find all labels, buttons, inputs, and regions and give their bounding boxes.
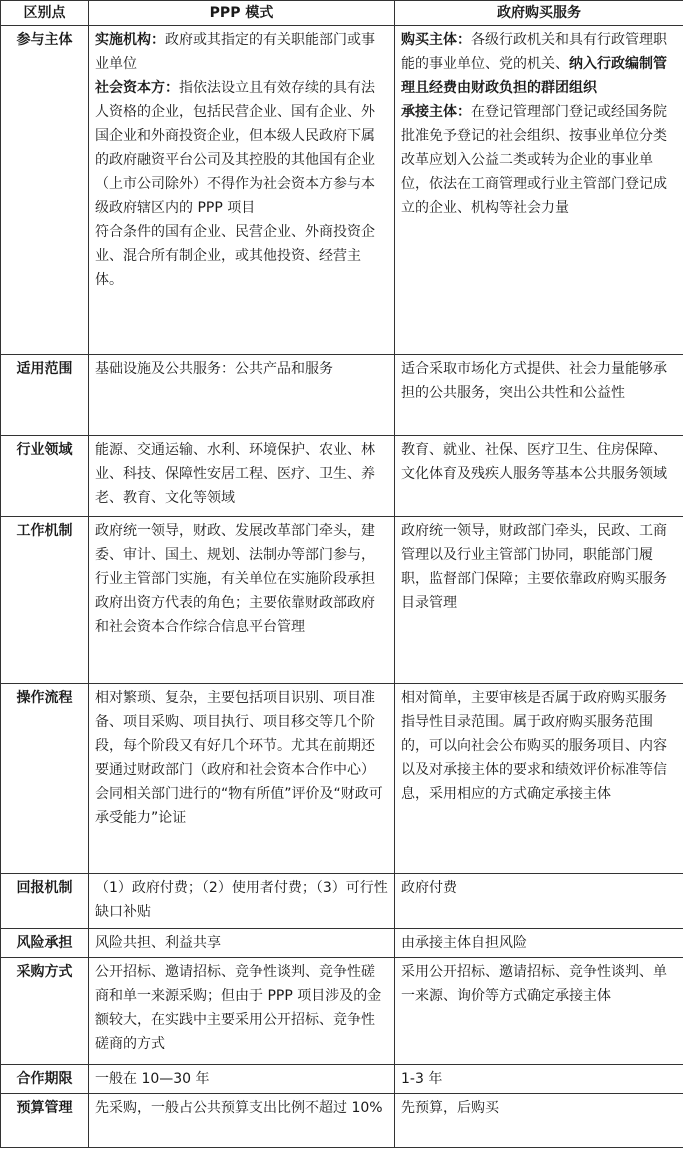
gov-paragraph xyxy=(401,100,677,220)
table-row xyxy=(1,684,683,874)
ppp-text: 符合条件的国有企业、民营企业、外商投资企业、混合所有制企业，或其他投资、经营主体。 xyxy=(95,224,375,288)
ppp-cell: 风险共担、利益共享 xyxy=(89,929,395,958)
row-key: 合作期限 xyxy=(1,1065,89,1094)
ppp-cell: 公开招标、邀请招标、竞争性谈判、竞争性磋商和单一来源采购；但由于 PPP 项目涉及的金额较大，在实践中主要采用公开招标、竞争性磋商的方式 xyxy=(89,958,395,1065)
table-row xyxy=(1,929,683,958)
table-row xyxy=(1,436,683,517)
gov-paragraph xyxy=(401,28,677,100)
row-key: 风险承担 xyxy=(1,929,89,958)
header-criteria: 区别点 xyxy=(1,1,89,26)
ppp-cell: 能源、交通运输、水利、环境保护、农业、林业、科技、保障性安居工程、医疗、卫生、养老、教育、文化等领域 xyxy=(89,436,395,517)
ppp-cell: 政府统一领导，财政、发展改革部门牵头，建委、审计、国土、规划、法制办等部门参与，行业主管部门实施，有关单位在实施阶段承担政府出资方代表的角色；主要依靠财政部政府和社会资本合作综合信息平台管理 xyxy=(89,517,395,684)
gov-emphasis: 纳入行政编制管理且经费由财政负担的群团组织 xyxy=(401,56,667,96)
gov-cell: 采用公开招标、邀请招标、竞争性谈判、单一来源、询价等方式确定承接主体 xyxy=(395,958,683,1065)
header-ppp: PPP 模式 xyxy=(89,1,395,26)
row-key: 操作流程 xyxy=(1,684,89,874)
gov-cell: 政府付费 xyxy=(395,874,683,929)
ppp-text: 指依法设立且有效存续的具有法人资格的企业，包括民营企业、国有企业、外国企业和外商投资企业，但本级人民政府下属的政府融资平台公司及其控股的其他国有企业（上市公司除外）不得作为社会资本方参与本级政府辖区内的 PPP 项目 xyxy=(95,80,375,216)
gov-cell: 先预算，后购买 xyxy=(395,1094,683,1148)
gov-cell: 教育、就业、社保、医疗卫生、住房保障、文化体育及残疾人服务等基本公共服务领域 xyxy=(395,436,683,517)
ppp-paragraph xyxy=(95,76,388,220)
gov-cell xyxy=(395,26,683,355)
gov-text: 各级行政机关和具有行政管理职能的事业单位、党的机关、 xyxy=(401,32,667,72)
row-key: 预算管理 xyxy=(1,1094,89,1148)
gov-term: 购买主体： xyxy=(401,32,471,48)
table-row xyxy=(1,355,683,436)
ppp-term: 社会资本方： xyxy=(95,80,179,96)
gov-text: 在登记管理部门登记或经国务院批准免予登记的社会组织、按事业单位分类改革应划入公益二类或转为企业的事业单位，依法在工商管理或行业主管部门登记成立的企业、机构等社会力量 xyxy=(401,104,667,216)
row-key: 行业领域 xyxy=(1,436,89,517)
table-row xyxy=(1,517,683,684)
gov-cell: 政府统一领导，财政部门牵头，民政、工商管理以及行业主管部门协同，职能部门履职，监督部门保障；主要依靠政府购买服务目录管理 xyxy=(395,517,683,684)
table-row xyxy=(1,26,683,355)
table-row xyxy=(1,874,683,929)
table-row xyxy=(1,1094,683,1148)
gov-term: 承接主体： xyxy=(401,104,471,120)
ppp-text: 政府或其指定的有关职能部门或事业单位 xyxy=(95,32,375,72)
table-row xyxy=(1,958,683,1065)
header-gov-purchase: 政府购买服务 xyxy=(395,1,683,26)
row-key: 参与主体 xyxy=(1,26,89,355)
ppp-cell: 一般在 10—30 年 xyxy=(89,1065,395,1094)
gov-cell: 相对简单，主要审核是否属于政府购买服务指导性目录范围。属于政府购买服务范围的，可以向社会公布购买的服务项目、内容以及对承接主体的要求和绩效评价标准等信息，采用相应的方式确定承接主体 xyxy=(395,684,683,874)
row-key: 回报机制 xyxy=(1,874,89,929)
table-row xyxy=(1,1065,683,1094)
header-row xyxy=(1,1,683,26)
gov-cell: 1-3 年 xyxy=(395,1065,683,1094)
gov-cell: 适合采取市场化方式提供、社会力量能够承担的公共服务，突出公共性和公益性 xyxy=(395,355,683,436)
ppp-cell: 相对繁琐、复杂，主要包括项目识别、项目准备、项目采购、项目执行、项目移交等几个阶段，每个阶段又有好几个环节。尤其在前期还要通过财政部门（政府和社会资本合作中心）会同相关部门进行的“物有所值”评价及“财政可承受能力”论证 xyxy=(89,684,395,874)
row-key: 适用范围 xyxy=(1,355,89,436)
ppp-term: 实施机构： xyxy=(95,32,165,48)
ppp-cell xyxy=(89,26,395,355)
gov-cell: 由承接主体自担风险 xyxy=(395,929,683,958)
row-key: 采购方式 xyxy=(1,958,89,1065)
ppp-cell: 基础设施及公共服务：公共产品和服务 xyxy=(89,355,395,436)
ppp-paragraph xyxy=(95,28,388,76)
ppp-paragraph xyxy=(95,220,388,292)
ppp-cell: （1）政府付费；（2）使用者付费；（3）可行性缺口补贴 xyxy=(89,874,395,929)
ppp-cell: 先采购，一般占公共预算支出比例不超过 10% xyxy=(89,1094,395,1148)
row-key: 工作机制 xyxy=(1,517,89,684)
